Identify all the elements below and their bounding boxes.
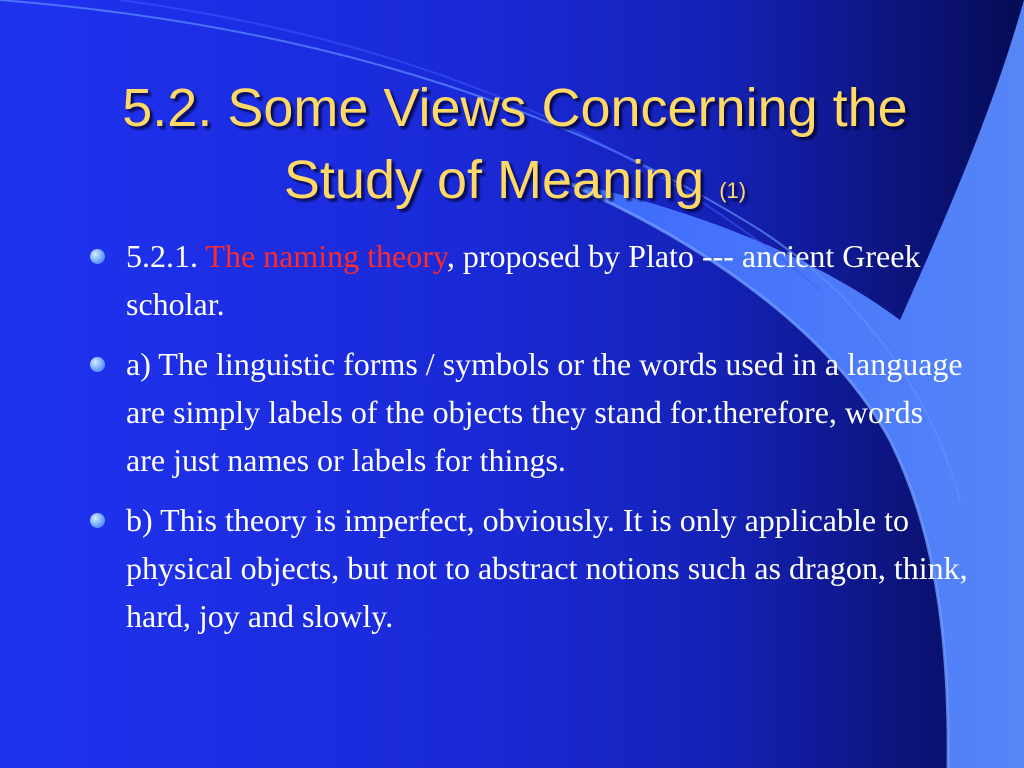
highlighted-term: The naming theory xyxy=(205,238,447,274)
slide-title-main: 5.2. Some Views Concerning the Study of Meaning xyxy=(122,78,908,210)
bullet-text: b) This theory is imperfect, obviously. It is only applicable to physical objects, but not to abstract notions such as dragon, think, hard, joy and slowly. xyxy=(126,502,968,634)
slide-title xyxy=(60,72,970,227)
bullet-item-a xyxy=(90,340,970,484)
bullet-icon xyxy=(90,249,105,264)
bullet-icon xyxy=(90,513,105,528)
bullet-text: a) The linguistic forms / symbols or the words used in a language are simply labels of the objects they stand for.therefore, words are just names or labels for things. xyxy=(126,346,963,478)
bullet-icon xyxy=(90,357,105,372)
bullet-item-b xyxy=(90,496,970,640)
bullet-prefix: 5.2.1. xyxy=(126,238,206,274)
bullet-list xyxy=(90,232,970,652)
bullet-text-rest: , proposed by Plato --- ancient Greek scholar. xyxy=(126,238,921,322)
slide-title-suffix: (1) xyxy=(719,178,747,203)
bullet-item-naming-theory xyxy=(90,232,970,328)
